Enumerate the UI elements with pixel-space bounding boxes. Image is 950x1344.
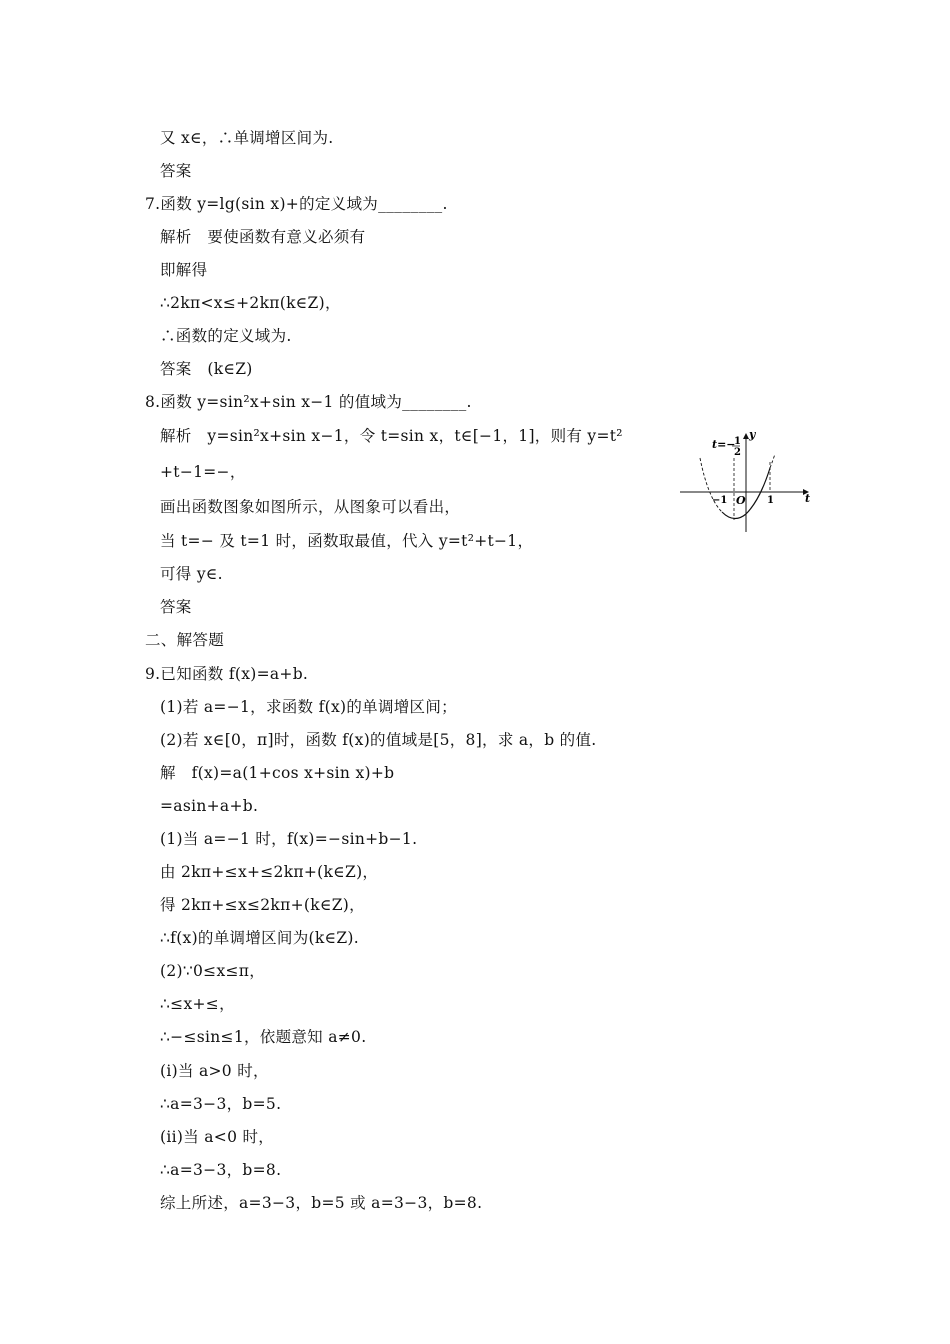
text-line: 解 f(x)=a(1+cos x+sin x)+b (160, 764, 395, 782)
text-line: =asin+a+b. (160, 797, 259, 815)
text-line: 即解得 (160, 261, 208, 279)
text-line: (i)当 a>0 时， (160, 1062, 269, 1080)
parabola-graph (678, 428, 813, 536)
text-line: ∴−≤sin≤1，依题意知 a≠0. (160, 1028, 367, 1046)
frac-denominator: 2 (734, 447, 741, 458)
text-line: 答案 (160, 598, 192, 616)
text-line: 得 2kπ+≤x≤2kπ+(k∈Z)， (160, 896, 365, 914)
text-line: (2)若 x∈[0，π]时，函数 f(x)的值域是[5，8]，求 a，b 的值. (160, 731, 597, 749)
tick-1: 1 (767, 495, 774, 506)
text-line: 画出函数图象如图所示，从图象可以看出， (160, 498, 461, 516)
text-line: 综上所述，a=3−3，b=5 或 a=3−3，b=8. (160, 1194, 483, 1212)
question-9: 9.已知函数 f(x)=a+b. (145, 665, 309, 683)
text-line: 当 t=− 及 t=1 时，函数取最值，代入 y=t²+t−1， (160, 532, 534, 550)
text-line: ∴2kπ<x≤+2kπ(k∈Z)， (160, 294, 341, 312)
text-line: 答案 (k∈Z) (160, 360, 253, 378)
section-heading: 二、解答题 (145, 631, 225, 649)
text-line: (1)当 a=−1 时，f(x)=−sin+b−1. (160, 830, 418, 848)
text-line: ∴f(x)的单调增区间为(k∈Z). (160, 929, 359, 947)
origin-label: O (736, 494, 746, 507)
tick-neg1: −1 (712, 495, 728, 506)
text-line: 答案 (160, 162, 192, 180)
text-line: ∴a=3−3，b=5. (160, 1095, 282, 1113)
t-axis-label: t (805, 492, 811, 505)
text-line: 由 2kπ+≤x+≤2kπ+(k∈Z)， (160, 863, 379, 881)
y-axis-label: y (749, 428, 756, 441)
text-line: ∴a=3−3，b=8. (160, 1161, 282, 1179)
text-line: (2)∵0≤x≤π， (160, 962, 266, 980)
text-line: ∴≤x+≤， (160, 995, 235, 1013)
frac-numerator: 1 (734, 436, 741, 447)
text-line: ∴函数的定义域为. (160, 327, 292, 345)
text-line: 解析 y=sin²x+sin x−1，令 t=sin x，t∈[−1，1]，则有 y=t² (160, 427, 623, 445)
parabola-dashed-right (770, 454, 775, 468)
text-line: 解析 要使函数有意义必须有 (160, 228, 366, 246)
parabola-figure (678, 428, 813, 536)
text-line: (ii)当 a<0 时， (160, 1128, 275, 1146)
text-line: (1)若 a=−1，求函数 f(x)的单调增区间； (160, 698, 457, 716)
text-line: 可得 y∈. (160, 565, 223, 583)
question-7: 7.函数 y=lg(sin x)+的定义域为________. (145, 195, 448, 213)
text-line: 又 x∈，∴单调增区间为. (160, 129, 334, 147)
t-label: t=− (712, 438, 736, 451)
text-line: +t−1=−， (160, 463, 246, 481)
question-8: 8.函数 y=sin²x+sin x−1 的值域为________. (145, 393, 472, 411)
